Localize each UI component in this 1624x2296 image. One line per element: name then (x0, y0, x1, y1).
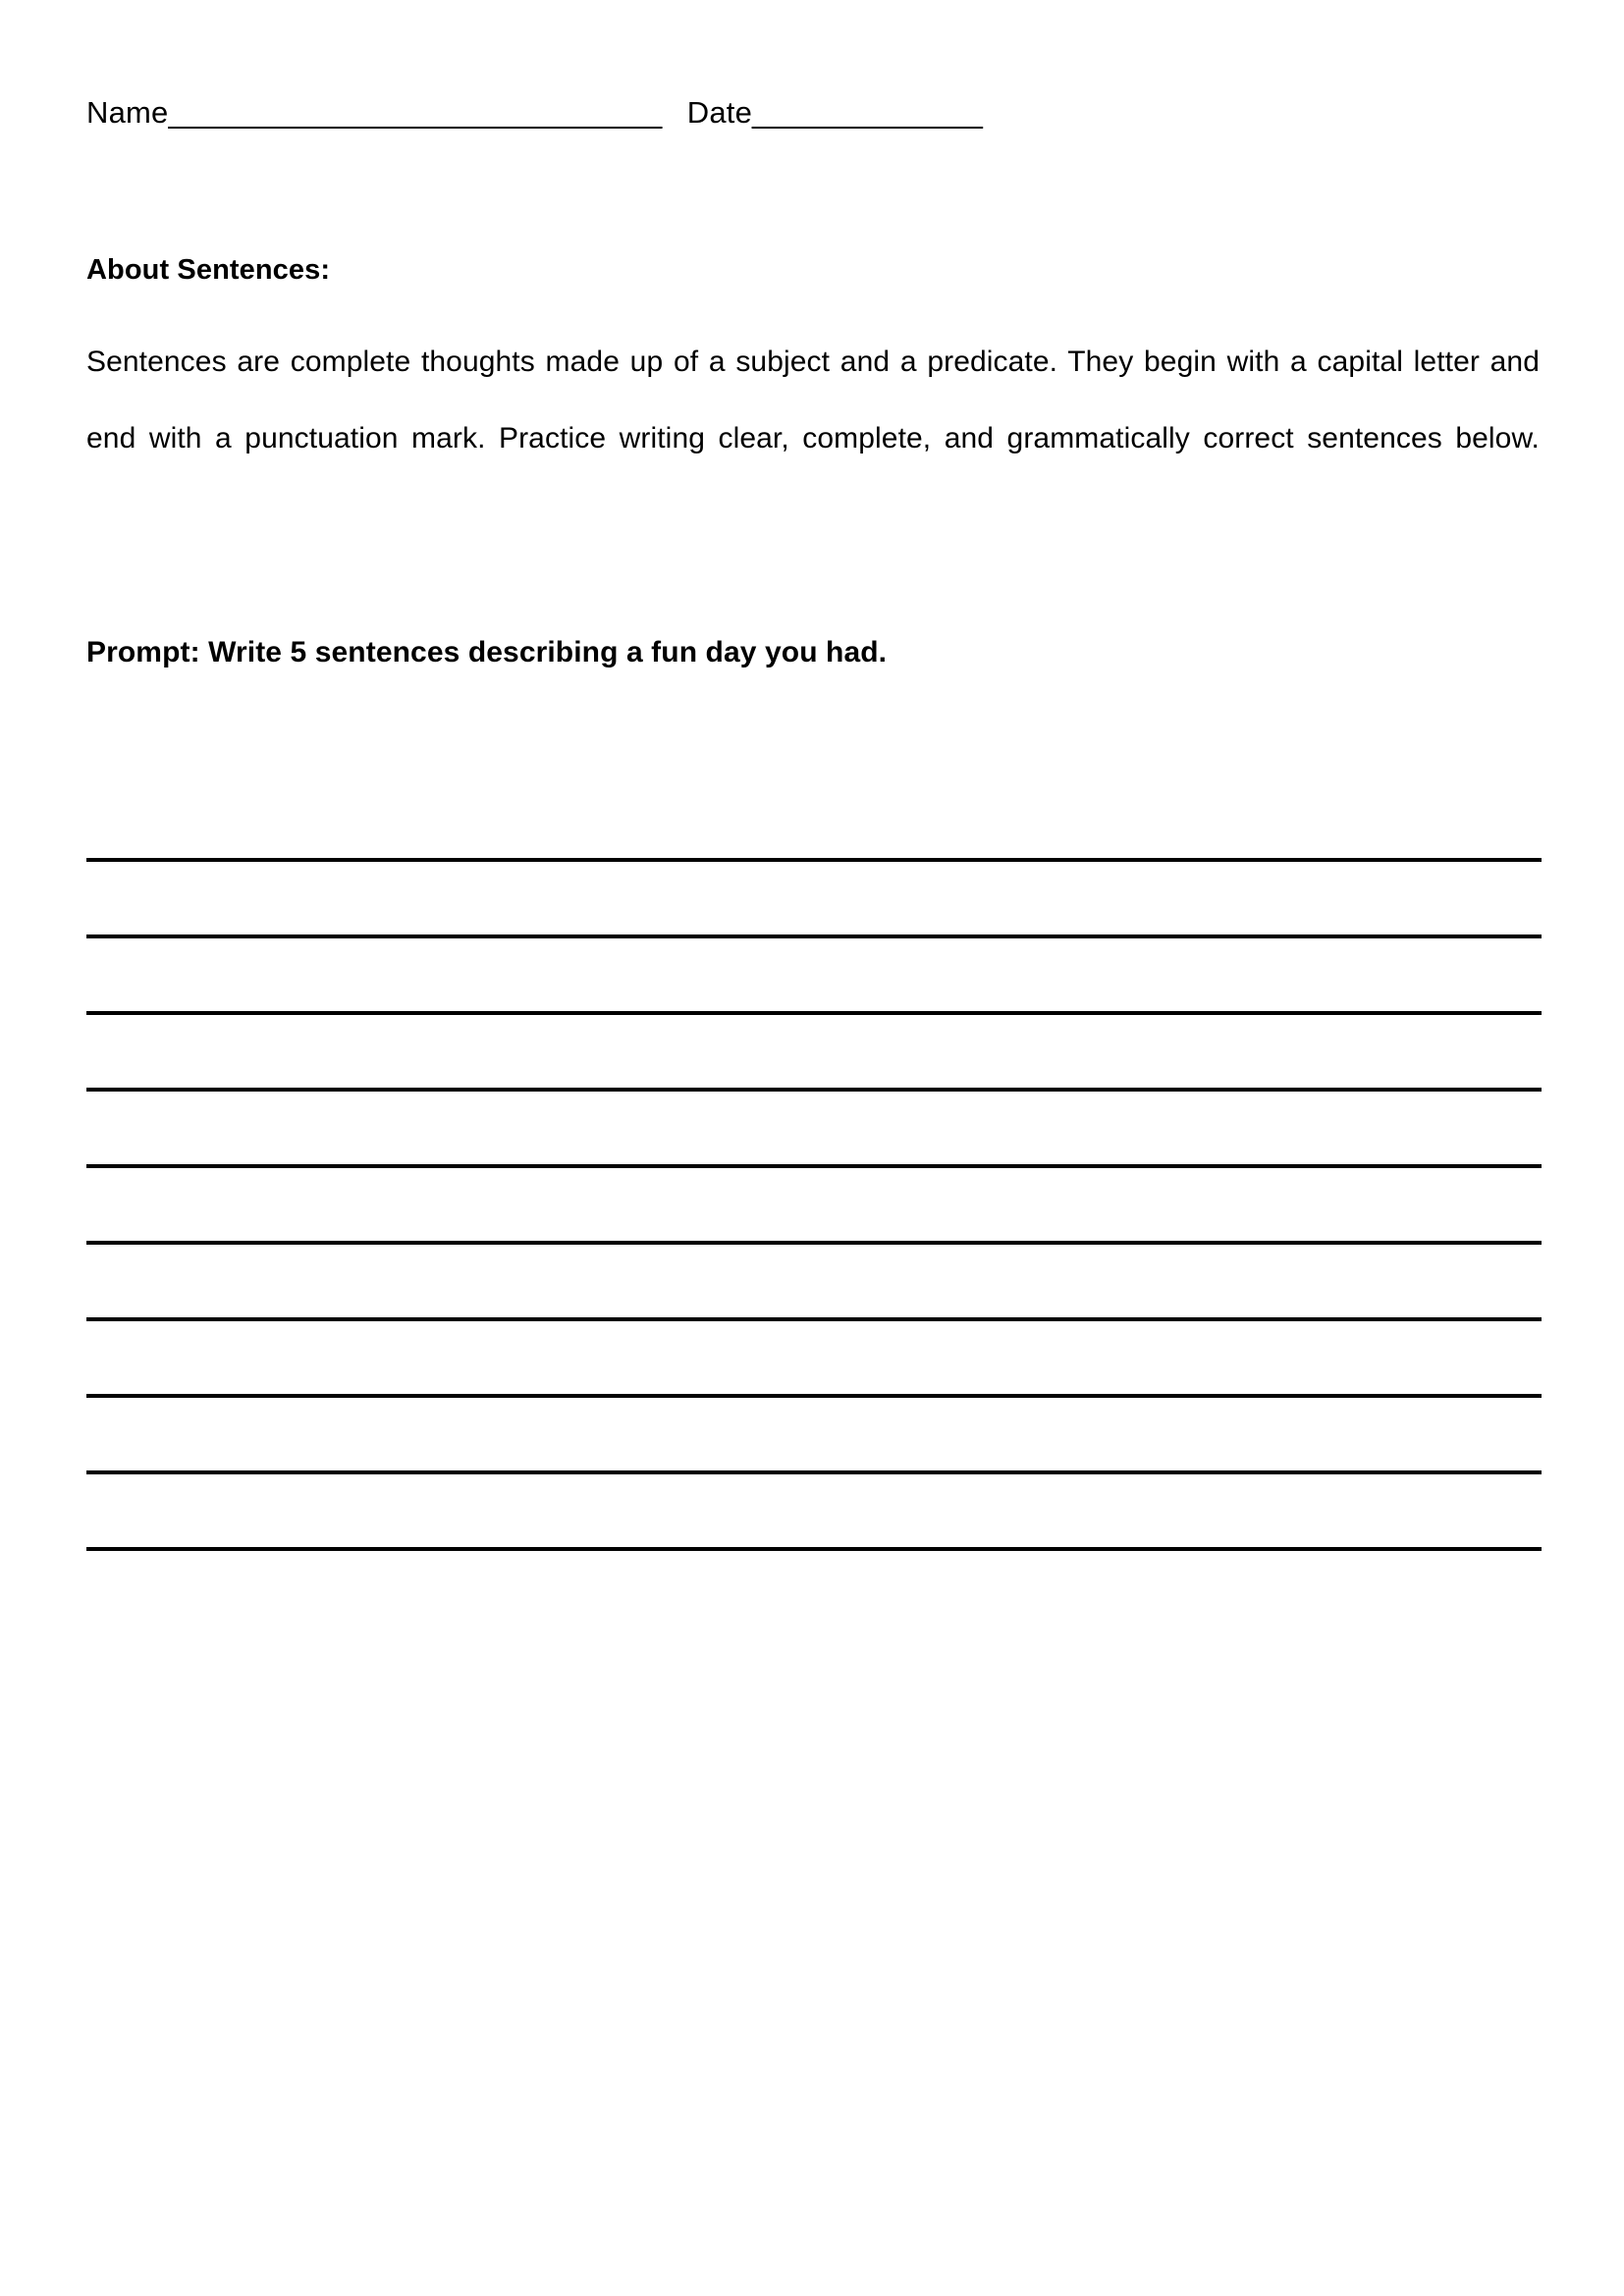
writing-line[interactable] (86, 938, 1542, 1015)
writing-line-rule (86, 1547, 1542, 1551)
writing-line[interactable] (86, 1015, 1542, 1092)
name-date-header (86, 93, 1540, 133)
writing-line[interactable] (86, 1321, 1542, 1398)
writing-line[interactable] (86, 785, 1542, 862)
date-fill-in-rule[interactable]: ______________ (752, 95, 983, 130)
writing-line[interactable] (86, 1398, 1542, 1474)
writing-line[interactable] (86, 1092, 1542, 1168)
about-sentences-paragraph: Sentences are complete thoughts made up of a subject and a predicate. They begin with a capital letter and end with a punctuation mark. Practice writing clear, complete, and grammatically correct sentences below. (86, 346, 1540, 454)
writing-line[interactable] (86, 1474, 1542, 1551)
writing-line[interactable] (86, 1168, 1542, 1245)
name-label: Name (86, 95, 169, 130)
name-fill-in-rule[interactable]: ______________________________ (168, 95, 662, 130)
writing-line[interactable] (86, 1245, 1542, 1321)
answer-lines (86, 785, 1542, 1551)
writing-line[interactable] (86, 862, 1542, 938)
date-label: Date (686, 95, 753, 130)
writing-prompt: Prompt: Write 5 sentences describing a fun day you had. (86, 636, 888, 668)
about-sentences-heading: About Sentences: (86, 254, 331, 286)
